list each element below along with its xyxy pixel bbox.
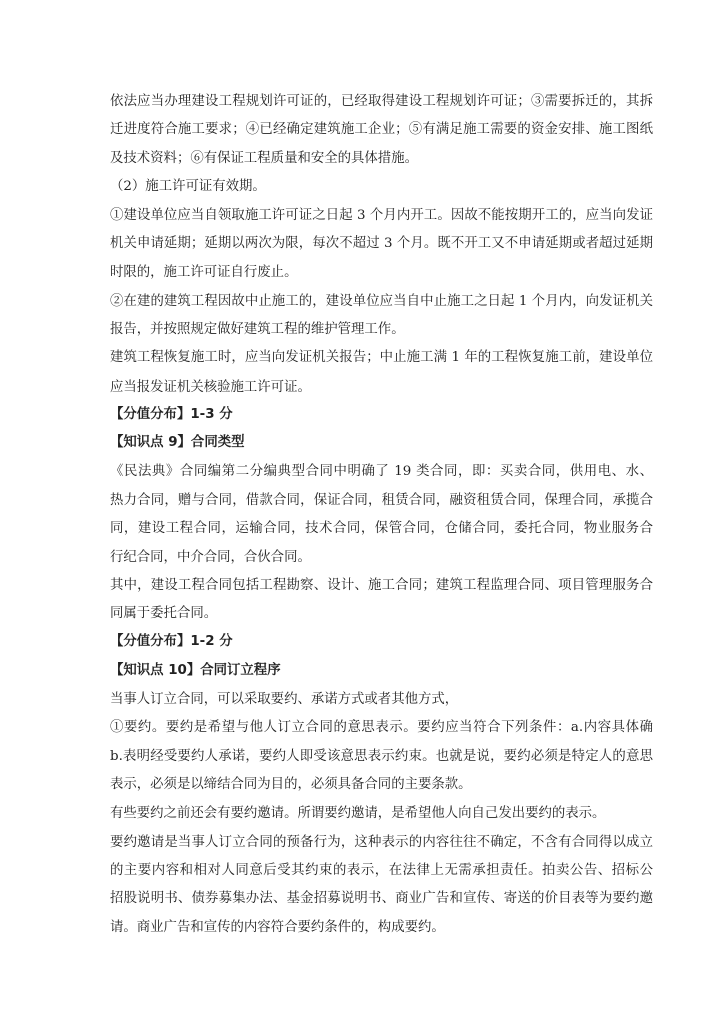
text-line: ①要约。要约是希望与他人订立合同的意思表示。要约应当符合下列条件：a.内容具体确 xyxy=(110,720,653,735)
text-line: 及技术资料；⑥有保证工程质量和安全的具体措施。 xyxy=(110,151,418,166)
text-line: 应当报发证机关核验施工许可证。 xyxy=(110,380,311,395)
text-line: 当事人订立合同，可以采取要约、承诺方式或者其他方式， xyxy=(110,692,459,707)
text-line: 迁进度符合施工要求；④已经确定建筑施工企业；⑤有满足施工需要的资金安排、施工图纸 xyxy=(110,122,653,137)
text-line: 行纪合同，中介合同，合伙合同。 xyxy=(110,550,311,565)
text-line: b.表明经受要约人承诺，要约人即受该意思表示约束。也就是说，要约必须是特定人的意思 xyxy=(110,749,653,764)
section-heading: 【知识点 9】合同类型 xyxy=(110,435,245,450)
text-line: 有些要约之前还会有要约邀请。所谓要约邀请，是希望他人向自己发出要约的表示。 xyxy=(110,806,606,821)
text-line: 其中，建设工程合同包括工程勘察、设计、施工合同；建筑工程监理合同、项目管理服务合 xyxy=(110,578,653,593)
text-line: （2）施工许可证有效期。 xyxy=(110,179,266,194)
section-heading: 【分值分布】1-3 分 xyxy=(110,407,233,422)
text-line: 同属于委托合同。 xyxy=(110,606,218,621)
text-line: ①建设单位应当自领取施工许可证之日起 3 个月内开工。因故不能按期开工的，应当向发证 xyxy=(110,208,653,223)
section-heading: 【分值分布】1-2 分 xyxy=(110,634,233,649)
section-heading: 【知识点 10】合同订立程序 xyxy=(110,663,281,678)
text-line: 要约邀请是当事人订立合同的预备行为，这种表示的内容往往不确定，不含有合同得以成立 xyxy=(110,835,653,850)
text-line: 请。商业广告和宣传的内容符合要约条件的，构成要约。 xyxy=(110,920,445,935)
text-line: 招股说明书、债券募集办法、基金招募说明书、商业广告和宣传、寄送的价目表等为要约邀 xyxy=(110,891,653,906)
text-line: 报告，并按照规定做好建筑工程的维护管理工作。 xyxy=(110,322,405,337)
text-line: ②在建的建筑工程因故中止施工的，建设单位应当自中止施工之日起 1 个月内，向发证机关 xyxy=(110,294,653,309)
text-line: 时限的，施工许可证自行废止。 xyxy=(110,265,298,280)
text-line: 同，建设工程合同，运输合同，技术合同，保管合同，仓储合同，委托合同，物业服务合 xyxy=(110,521,653,536)
text-line: 的主要内容和相对人同意后受其约束的表示，在法律上无需承担责任。拍卖公告、招标公 xyxy=(110,863,653,878)
text-line: 《民法典》合同编第二分编典型合同中明确了 19 类合同，即：买卖合同，供用电、水、 xyxy=(110,464,653,479)
text-line: 建筑工程恢复施工时，应当向发证机关报告；中止施工满 1 年的工程恢复施工前，建设单位 xyxy=(110,350,653,365)
text-line: 机关申请延期；延期以两次为限，每次不超过 3 个月。既不开工又不申请延期或者超过延期 xyxy=(110,236,653,251)
text-line: 热力合同，赠与合同，借款合同，保证合同，租赁合同，融资租赁合同，保理合同，承揽合 xyxy=(110,493,653,508)
text-line: 依法应当办理建设工程规划许可证的，已经取得建设工程规划许可证；③需要拆迁的，其拆 xyxy=(110,94,653,109)
text-line: 表示，必须是以缔结合同为目的，必须具备合同的主要条款。 xyxy=(110,777,472,792)
